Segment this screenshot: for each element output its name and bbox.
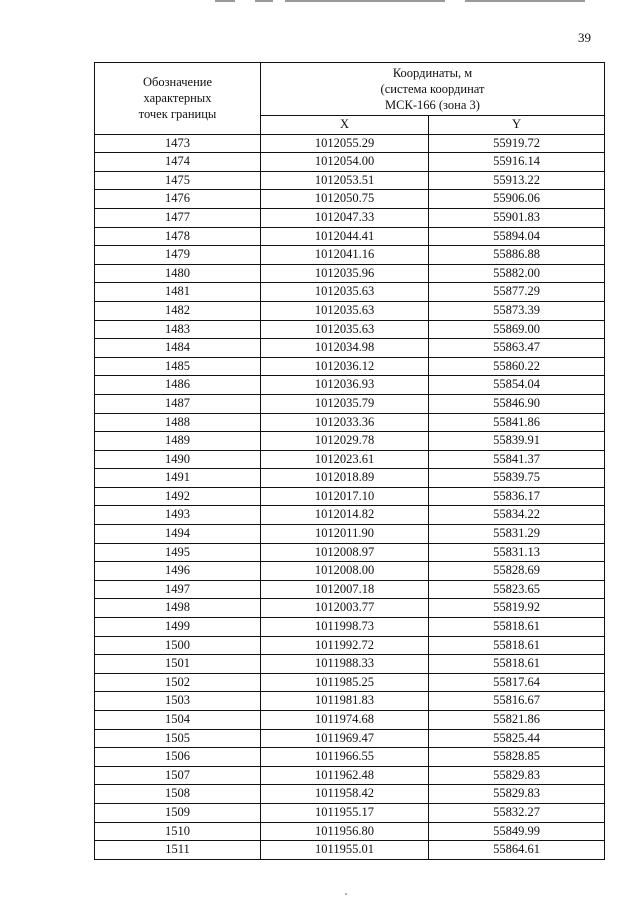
y-coordinate-cell: 55839.91 <box>429 432 605 451</box>
table-row <box>95 822 605 841</box>
point-id-cell: 1477 <box>95 208 261 227</box>
table-row <box>95 227 605 246</box>
point-id-cell: 1492 <box>95 487 261 506</box>
x-coordinate-cell: 1012035.79 <box>261 394 429 413</box>
x-coordinate-cell: 1011958.42 <box>261 785 429 804</box>
y-coordinate-cell: 55818.61 <box>429 636 605 655</box>
y-coordinate-cell: 55894.04 <box>429 227 605 246</box>
table-row <box>95 766 605 785</box>
table-row <box>95 413 605 432</box>
table-row <box>95 711 605 730</box>
y-coordinate-cell: 55821.86 <box>429 711 605 730</box>
point-id-cell: 1485 <box>95 357 261 376</box>
y-coordinate-cell: 55831.29 <box>429 525 605 544</box>
y-coordinate-cell: 55882.00 <box>429 264 605 283</box>
point-id-cell: 1476 <box>95 190 261 209</box>
header-point-line: Обозначение <box>142 75 213 90</box>
y-coordinate-cell: 55816.67 <box>429 692 605 711</box>
table-row <box>95 357 605 376</box>
table-row <box>95 394 605 413</box>
column-y-header: Y <box>429 116 605 135</box>
table-row <box>95 134 605 153</box>
y-coordinate-cell: 55819.92 <box>429 599 605 618</box>
header-coords-line: МСК-166 (зона 3) <box>385 98 480 112</box>
point-id-cell: 1478 <box>95 227 261 246</box>
point-id-cell: 1489 <box>95 432 261 451</box>
x-coordinate-cell: 1012035.63 <box>261 301 429 320</box>
page-number: 39 <box>578 30 591 45</box>
coordinates-header <box>261 63 605 116</box>
point-id-cell: 1484 <box>95 339 261 358</box>
point-id-cell: 1487 <box>95 394 261 413</box>
point-id-cell: 1507 <box>95 766 261 785</box>
table-row <box>95 543 605 562</box>
point-id-cell: 1494 <box>95 525 261 544</box>
point-id-cell: 1508 <box>95 785 261 804</box>
y-coordinate-cell: 55828.85 <box>429 748 605 767</box>
table-row <box>95 729 605 748</box>
y-coordinate-cell: 55873.39 <box>429 301 605 320</box>
x-coordinate-cell: 1012033.36 <box>261 413 429 432</box>
point-id-cell: 1506 <box>95 748 261 767</box>
table-row <box>95 246 605 265</box>
point-id-cell: 1505 <box>95 729 261 748</box>
y-coordinate-cell: 55849.99 <box>429 822 605 841</box>
x-coordinate-cell: 1012003.77 <box>261 599 429 618</box>
table-row <box>95 264 605 283</box>
table-row <box>95 599 605 618</box>
y-coordinate-cell: 55829.83 <box>429 766 605 785</box>
x-coordinate-cell: 1012035.63 <box>261 320 429 339</box>
x-coordinate-cell: 1011955.01 <box>261 841 429 860</box>
point-id-cell: 1504 <box>95 711 261 730</box>
point-id-cell: 1502 <box>95 673 261 692</box>
point-id-cell: 1509 <box>95 803 261 822</box>
table-row <box>95 525 605 544</box>
y-coordinate-cell: 55863.47 <box>429 339 605 358</box>
y-coordinate-cell: 55828.69 <box>429 562 605 581</box>
y-coordinate-cell: 55916.14 <box>429 153 605 172</box>
x-coordinate-cell: 1012011.90 <box>261 525 429 544</box>
x-coordinate-cell: 1012034.98 <box>261 339 429 358</box>
table-row <box>95 785 605 804</box>
x-coordinate-cell: 1012041.16 <box>261 246 429 265</box>
table-row <box>95 190 605 209</box>
point-id-cell: 1499 <box>95 618 261 637</box>
x-coordinate-cell: 1011985.25 <box>261 673 429 692</box>
point-id-cell: 1473 <box>95 134 261 153</box>
x-coordinate-cell: 1012035.96 <box>261 264 429 283</box>
x-coordinate-cell: 1011992.72 <box>261 636 429 655</box>
point-id-cell: 1488 <box>95 413 261 432</box>
y-coordinate-cell: 55817.64 <box>429 673 605 692</box>
scan-marks <box>215 0 615 3</box>
point-id-cell: 1490 <box>95 450 261 469</box>
header-coords-line: (система координат <box>380 82 485 96</box>
x-coordinate-cell: 1011956.80 <box>261 822 429 841</box>
x-coordinate-cell: 1011988.33 <box>261 655 429 674</box>
table-row <box>95 432 605 451</box>
x-coordinate-cell: 1012050.75 <box>261 190 429 209</box>
table-row <box>95 618 605 637</box>
y-coordinate-cell: 55901.83 <box>429 208 605 227</box>
y-coordinate-cell: 55906.06 <box>429 190 605 209</box>
y-coordinate-cell: 55823.65 <box>429 580 605 599</box>
table-row <box>95 171 605 190</box>
table-header-row <box>95 63 605 116</box>
table-row <box>95 655 605 674</box>
point-id-cell: 1479 <box>95 246 261 265</box>
point-id-cell: 1500 <box>95 636 261 655</box>
y-coordinate-cell: 55877.29 <box>429 283 605 302</box>
point-designation-header <box>95 63 261 135</box>
header-point-line: точек границы <box>138 107 217 122</box>
x-coordinate-cell: 1012055.29 <box>261 134 429 153</box>
point-id-cell: 1493 <box>95 506 261 525</box>
point-id-cell: 1503 <box>95 692 261 711</box>
table-row <box>95 673 605 692</box>
x-coordinate-cell: 1012008.00 <box>261 562 429 581</box>
table-row <box>95 562 605 581</box>
x-coordinate-cell: 1011974.68 <box>261 711 429 730</box>
point-id-cell: 1498 <box>95 599 261 618</box>
x-coordinate-cell: 1012053.51 <box>261 171 429 190</box>
y-coordinate-cell: 55832.27 <box>429 803 605 822</box>
point-id-cell: 1482 <box>95 301 261 320</box>
x-coordinate-cell: 1012047.33 <box>261 208 429 227</box>
y-coordinate-cell: 55818.61 <box>429 655 605 674</box>
x-coordinate-cell: 1012018.89 <box>261 469 429 488</box>
table-body <box>95 134 605 859</box>
point-id-cell: 1474 <box>95 153 261 172</box>
x-coordinate-cell: 1012023.61 <box>261 450 429 469</box>
x-coordinate-cell: 1012014.82 <box>261 506 429 525</box>
y-coordinate-cell: 55864.61 <box>429 841 605 860</box>
y-coordinate-cell: 55846.90 <box>429 394 605 413</box>
point-id-cell: 1511 <box>95 841 261 860</box>
y-coordinate-cell: 55825.44 <box>429 729 605 748</box>
point-id-cell: 1496 <box>95 562 261 581</box>
table-row <box>95 376 605 395</box>
table-row <box>95 506 605 525</box>
point-id-cell: 1501 <box>95 655 261 674</box>
y-coordinate-cell: 55841.37 <box>429 450 605 469</box>
y-coordinate-cell: 55818.61 <box>429 618 605 637</box>
x-coordinate-cell: 1012017.10 <box>261 487 429 506</box>
x-coordinate-cell: 1012036.93 <box>261 376 429 395</box>
x-coordinate-cell: 1012029.78 <box>261 432 429 451</box>
x-coordinate-cell: 1012044.41 <box>261 227 429 246</box>
y-coordinate-cell: 55839.75 <box>429 469 605 488</box>
y-coordinate-cell: 55869.00 <box>429 320 605 339</box>
table-row <box>95 320 605 339</box>
x-coordinate-cell: 1011969.47 <box>261 729 429 748</box>
x-coordinate-cell: 1012036.12 <box>261 357 429 376</box>
table-row <box>95 841 605 860</box>
column-x-header: X <box>261 116 429 135</box>
x-coordinate-cell: 1011962.48 <box>261 766 429 785</box>
y-coordinate-cell: 55829.83 <box>429 785 605 804</box>
header-point-line: характерных <box>143 91 212 106</box>
x-coordinate-cell: 1011998.73 <box>261 618 429 637</box>
point-id-cell: 1497 <box>95 580 261 599</box>
point-id-cell: 1481 <box>95 283 261 302</box>
point-id-cell: 1491 <box>95 469 261 488</box>
table-row <box>95 153 605 172</box>
table-row <box>95 339 605 358</box>
x-coordinate-cell: 1011981.83 <box>261 692 429 711</box>
header-coords-line: Координаты, м <box>392 66 473 80</box>
table-row <box>95 580 605 599</box>
point-id-cell: 1495 <box>95 543 261 562</box>
point-id-cell: 1475 <box>95 171 261 190</box>
table-row <box>95 450 605 469</box>
table-row <box>95 487 605 506</box>
scan-speck <box>345 893 347 895</box>
coordinates-table <box>94 62 605 860</box>
x-coordinate-cell: 1011955.17 <box>261 803 429 822</box>
table-row <box>95 301 605 320</box>
y-coordinate-cell: 55836.17 <box>429 487 605 506</box>
y-coordinate-cell: 55913.22 <box>429 171 605 190</box>
y-coordinate-cell: 55831.13 <box>429 543 605 562</box>
point-id-cell: 1483 <box>95 320 261 339</box>
table-row <box>95 748 605 767</box>
y-coordinate-cell: 55834.22 <box>429 506 605 525</box>
y-coordinate-cell: 55919.72 <box>429 134 605 153</box>
y-coordinate-cell: 55886.88 <box>429 246 605 265</box>
table-row <box>95 469 605 488</box>
point-id-cell: 1486 <box>95 376 261 395</box>
x-coordinate-cell: 1011966.55 <box>261 748 429 767</box>
table-row <box>95 283 605 302</box>
x-coordinate-cell: 1012054.00 <box>261 153 429 172</box>
table-row <box>95 208 605 227</box>
table-row <box>95 692 605 711</box>
x-coordinate-cell: 1012007.18 <box>261 580 429 599</box>
y-coordinate-cell: 55860.22 <box>429 357 605 376</box>
point-id-cell: 1480 <box>95 264 261 283</box>
x-coordinate-cell: 1012008.97 <box>261 543 429 562</box>
table-row <box>95 803 605 822</box>
point-id-cell: 1510 <box>95 822 261 841</box>
y-coordinate-cell: 55841.86 <box>429 413 605 432</box>
y-coordinate-cell: 55854.04 <box>429 376 605 395</box>
table-row <box>95 636 605 655</box>
x-coordinate-cell: 1012035.63 <box>261 283 429 302</box>
